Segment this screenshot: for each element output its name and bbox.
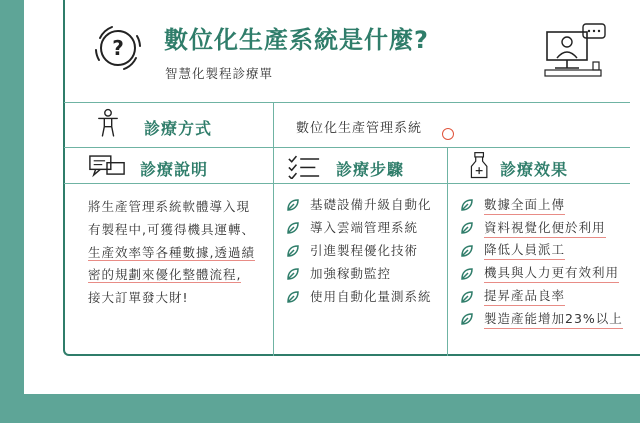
steps-label: 診療步驟 [336,160,405,179]
list-item [286,194,432,217]
effects-list [460,194,623,331]
list-item [286,217,432,240]
description-line-3: 生產效率等各種數據,透過績 [88,244,255,260]
row-divider-header [64,183,630,184]
list-item [286,240,432,263]
medicine-bottle-icon [468,151,492,180]
leaf-bullet-icon [286,198,300,212]
leaf-bullet-icon [286,221,300,235]
row-divider-top [64,102,630,103]
list-item [460,285,623,308]
question-bubble-icon [90,20,146,76]
effect-text: 提昇產品良率 [484,287,565,306]
leaf-bullet-icon [460,198,474,212]
circle-marker-icon [442,128,454,140]
leaf-bullet-icon [460,244,474,258]
person-icon [96,108,120,138]
leaf-bullet-icon [460,290,474,304]
page-subtitle: 智慧化製程診療單 [165,66,274,81]
leaf-bullet-icon [286,290,300,304]
description-label: 診療說明 [140,160,209,179]
steps-list [286,194,432,308]
description-line-2: 有製程中,可獲得機具運轉、 [88,221,255,237]
leaf-bullet-icon [286,244,300,258]
method-label: 診療方式 [144,119,213,138]
list-item [460,240,623,263]
effect-text: 機具與人力更有效利用 [484,264,619,283]
svg-text:?: ? [112,36,124,60]
row-divider-middle [64,147,630,148]
step-text: 使用自動化量測系統 [310,288,432,304]
method-value: 數位化生產管理系統 [296,121,423,136]
description-line-4: 密的規劃來優化整體流程, [88,267,242,283]
doctor-monitor-icon [543,22,609,78]
list-item [460,262,623,285]
step-text: 導入雲端管理系統 [310,220,419,236]
leaf-bullet-icon [286,267,300,281]
chat-bubbles-icon [88,154,126,179]
effects-label: 診療效果 [500,160,569,179]
step-text: 加強稼動監控 [310,265,392,281]
checklist-icon [287,154,321,179]
list-item [286,262,432,285]
step-text: 引進製程優化技術 [310,242,419,258]
effect-text: 降低人員派工 [484,241,565,260]
description-text [88,196,268,310]
column-divider-1 [273,102,274,356]
leaf-bullet-icon [460,221,474,235]
list-item [460,308,623,331]
column-divider-2 [447,147,448,356]
description-line-5: 接大訂單發大財! [88,290,189,306]
list-item [460,217,623,240]
effect-text: 數據全面上傳 [484,196,565,215]
effect-text: 製造產能增加23%以上 [484,310,623,329]
list-item [460,194,623,217]
page-title: 數位化生產系統是什麼? [164,26,429,54]
list-item [286,285,432,308]
step-text: 基礎設備升級自動化 [310,197,432,213]
leaf-bullet-icon [460,312,474,326]
effect-text: 資料視覺化便於利用 [484,219,606,238]
description-line-1: 將生產管理系統軟體導入現 [88,199,251,214]
leaf-bullet-icon [460,267,474,281]
